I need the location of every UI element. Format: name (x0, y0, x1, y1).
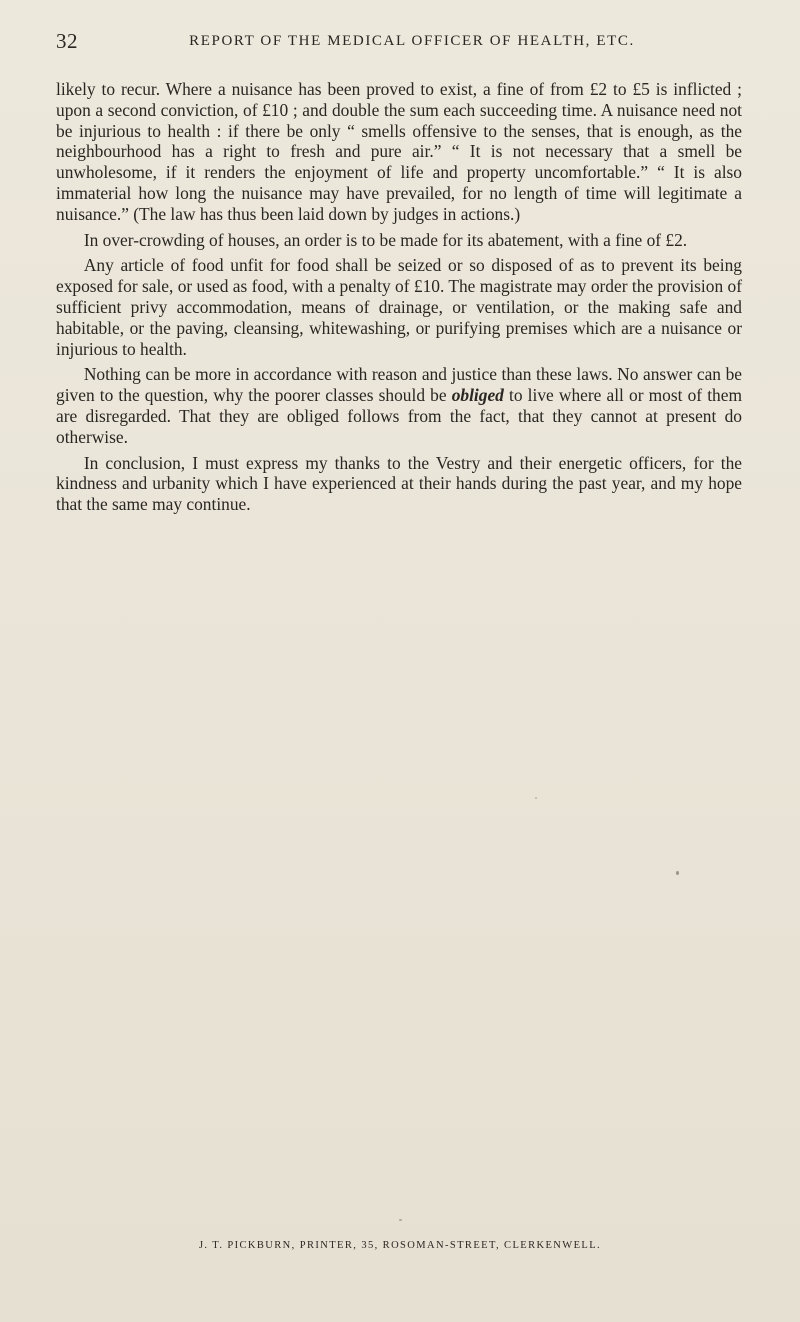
emphasis-obliged: obliged (451, 385, 504, 406)
paragraph-2: In over-crowding of houses, an order is to be made for its abatement, with a fine of £2. (83, 229, 688, 250)
paper-speck (399, 1219, 402, 1221)
paper-speck (676, 871, 679, 875)
paragraph-4-text-after: to live where all or most of them are disregarded. That they are obliged follows from the fact, that they cannot at present do otherwise. (56, 385, 742, 447)
paragraph-4 (56, 364, 742, 447)
paragraph-3: Any article of food unfit for food shall be seized or so disposed of as to prevent its being exposed for sale, or used as food, with a penalty of £10. The magistrate may order the provision of sufficient privy accommodation, means of drainage, or ventilation, or the making safe and habitable, or the paving, cleansing, whitewashing, or purifying premises which are a nuisance or injurious to health. (56, 255, 742, 359)
paragraph-1: likely to recur. Where a nuisance has been proved to exist, a fine of from £2 to £5 is inflicted ; upon a second conviction, of £10 ; and double the sum each succeeding time. A nuisance need not be injurious to health : if there be only “ smells offensive to the senses, that is enough, as the neighbourhood has a right to fresh and pure air.” “ It is not necessary that a smell be unwholesome, if it renders the enjoyment of life and property uncomfortable.” “ It is also immaterial how long the nuisance may have prevailed, for no length of time will legitimate a nuisance.” (The law has thus been laid down by judges in actions.) (56, 79, 742, 224)
page-number: 32 (56, 29, 78, 53)
body-text (56, 79, 742, 520)
printer-imprint: J. T. PICKBURN, PRINTER, 35, ROSOMAN-STREET, CLERKENWELL. (198, 1240, 602, 1251)
paper-speck (535, 797, 537, 799)
paragraph-5: In conclusion, I must express my thanks to the Vestry and their energetic officers, for the kindness and urbanity which I have experienced at their hands during the past year, and my hope that the same may continue. (56, 452, 742, 515)
running-head: REPORT OF THE MEDICAL OFFICER OF HEALTH, ETC. (189, 33, 635, 49)
paragraph-4-text-before: Nothing can be more in accordance with reason and justice than these laws. No answer can be given to the question, why the poorer classes should be (56, 364, 742, 406)
page-header (56, 26, 744, 56)
